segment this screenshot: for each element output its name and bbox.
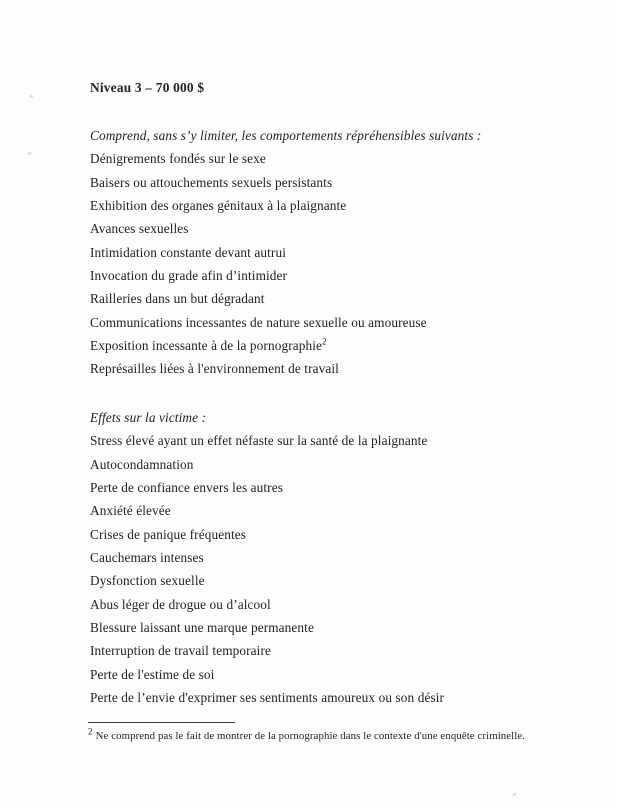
behaviors-heading: Comprend, sans s’y limiter, les comportements répréhensibles suivants : [90, 128, 482, 143]
effect-item: Perte de l'estime de soi [90, 666, 215, 682]
behavior-item: Baisers ou attouchements sexuels persistants [90, 174, 333, 190]
effects-section [90, 406, 597, 709]
effect-item: Perte de l’envie d'exprimer ses sentiments amoureux ou son désir [90, 690, 445, 706]
behavior-item [90, 334, 597, 357]
effect-item: Dysfonction sexuelle [90, 573, 205, 589]
footnote-text: Ne comprend pas le fait de montrer de la pornographie dans le contexte d'une enquête criminelle. [95, 730, 526, 742]
scan-speckle [30, 95, 33, 98]
behavior-item: Intimidation constante devant autrui [90, 244, 286, 260]
footnote-reference-marker: 2 [322, 336, 327, 347]
effect-item: Crises de panique fréquentes [90, 526, 247, 542]
effect-item: Interruption de travail temporaire [90, 643, 271, 659]
effect-item: Perte de confiance envers les autres [90, 480, 283, 496]
behavior-item: Représailles liées à l'environnement de travail [90, 361, 339, 377]
behaviors-section [90, 124, 597, 381]
behavior-item-text: Exposition incessante à de la pornographie [90, 338, 323, 354]
footnote [88, 726, 527, 743]
behavior-item: Dénigrements fondés sur le sexe [90, 151, 266, 167]
behavior-item: Invocation du grade afin d’intimider [90, 268, 288, 284]
effect-item: Cauchemars intenses [90, 550, 204, 566]
effect-item: Autocondamnation [90, 456, 194, 472]
page-title: Niveau 3 – 70 000 $ [90, 80, 205, 95]
scan-speckle [513, 793, 516, 796]
scan-speckle [28, 152, 31, 155]
footnote-marker: 2 [88, 726, 93, 737]
behavior-item: Communications incessantes de nature sexuelle ou amoureuse [90, 314, 427, 330]
footnote-separator-rule [88, 722, 235, 723]
effects-heading: Effets sur la victime : [90, 410, 207, 425]
behavior-item: Exhibition des organes génitaux à la plaignante [90, 198, 347, 214]
effect-item: Stress élevé ayant un effet néfaste sur la santé de la plaignante [90, 433, 428, 449]
effect-item: Anxiété élevée [90, 503, 171, 519]
behavior-item: Railleries dans un but dégradant [90, 291, 265, 307]
behavior-item: Avances sexuelles [90, 221, 189, 237]
effect-item: Blessure laissant une marque permanente [90, 620, 314, 636]
effect-item: Abus léger de drogue ou d’alcool [90, 596, 271, 612]
